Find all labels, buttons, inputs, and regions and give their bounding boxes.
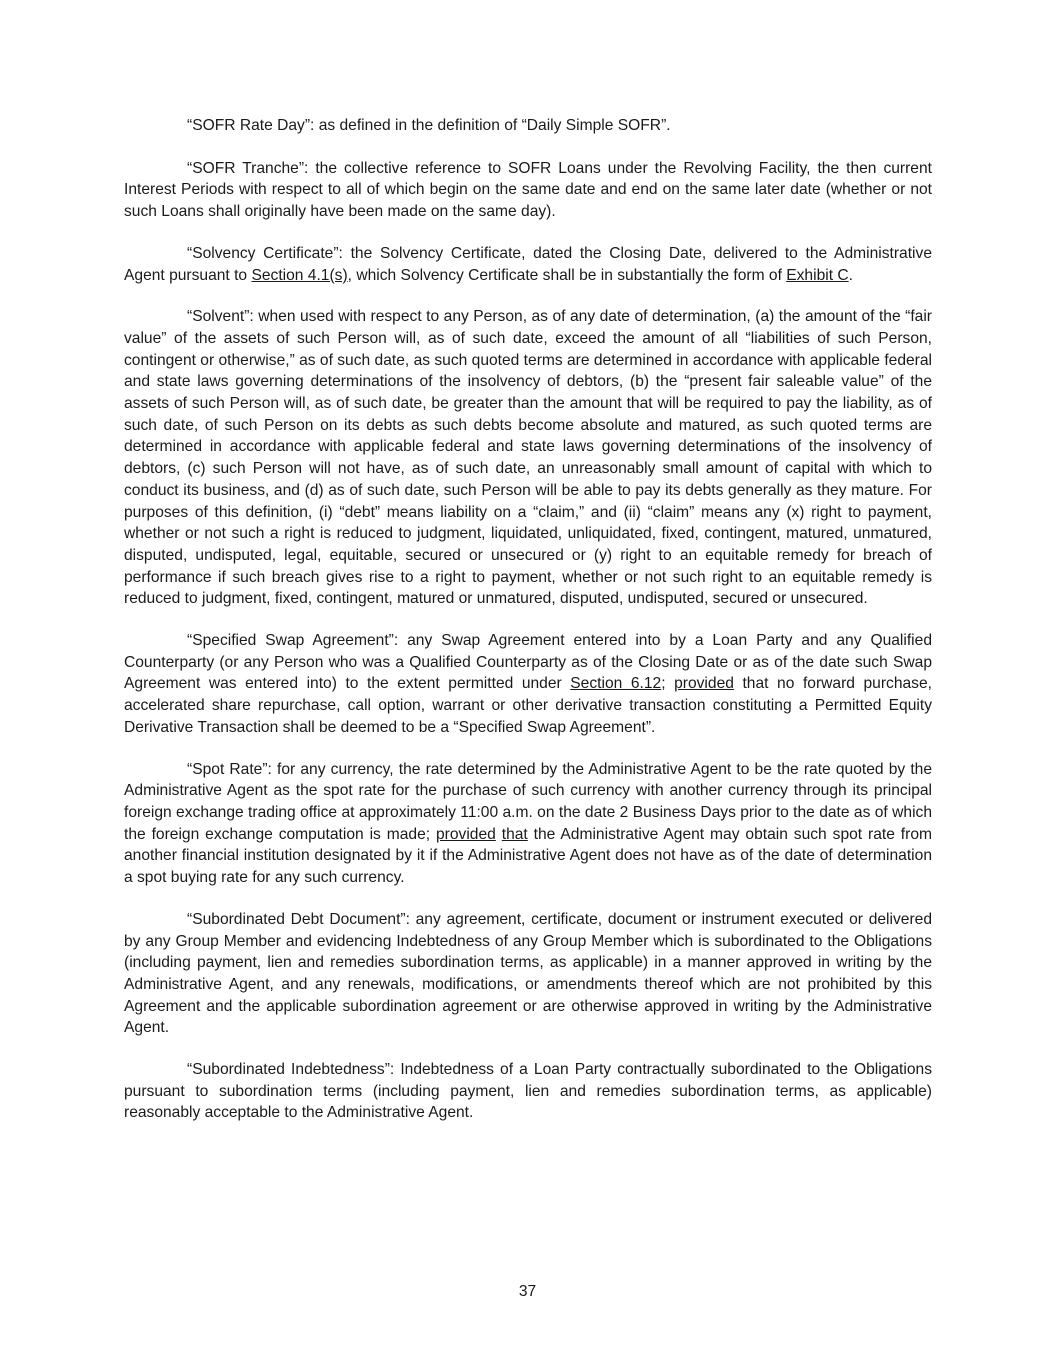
section-reference-link[interactable]: Section 4.1(s) xyxy=(251,266,348,284)
definition-text: . xyxy=(848,266,853,284)
definition-sofr-tranche: “SOFR Tranche”: the collective reference to SOFR Loans under the Revolving Facility, the then current Interest Periods with respect to all of which begin on the same date and end on the same later date (whether or not such Loans shall originally have been made on the same day). xyxy=(124,159,932,221)
exhibit-reference-link[interactable]: Exhibit C xyxy=(786,266,849,284)
definition-solvent: “Solvent”: when used with respect to any Person, as of any date of determination, (a) the amount of the “fair value” of the assets of such Person will, as of such date, exceed the amount of all “liabilities of such Person, contingent or otherwise,” as of such date, as such quoted terms are determined in accordance with applicable federal and state laws governing determinations of the insolvency of debtors, (b) the “present fair saleable value” of the assets of such Person will, as of such date, be greater than the amount that will be required to pay the liability, as of such date, of such Person on its debts as such debts become absolute and matured, as such quoted terms are determined in accordance with applicable federal and state laws governing determinations of the insolvency of debtors, (c) such Person will not have, as of such date, an unreasonably small amount of capital with which to conduct its business, and (d) as of such date, such Person will be able to pay its debts generally as they mature. For purposes of this definition, (i) “debt” means liability on a “claim,” and (ii) “claim” means any (x) right to payment, whether or not such a right is reduced to judgment, liquidated, unliquidated, fixed, contingent, matured, unmatured, disputed, undisputed, legal, equitable, secured or unsecured or (y) right to an equitable remedy for breach of performance if such breach gives rise to a right to payment, whether or not such right to an equitable remedy is reduced to judgment, fixed, contingent, matured or unmatured, disputed, undisputed, secured or unsecured. xyxy=(124,308,932,608)
definition-subordinated-debt-document: “Subordinated Debt Document”: any agreement, certificate, document or instrument executed or delivered by any Group Member and evidencing Indebtedness of any Group Member which is subordinated to the Obligations (including payment, lien and remedies subordination terms, as applicable) in a manner approved in writing by the Administrative Agent, and any renewals, modifications, or amendments thereof which are not prohibited by this Agreement and the applicable subordination agreement or are otherwise approved in writing by the Administrative Agent. xyxy=(124,910,932,1037)
page-number: 37 xyxy=(518,1283,537,1300)
provided-term: provided xyxy=(674,675,734,693)
provided-term: provided xyxy=(436,825,496,843)
document-page xyxy=(124,115,932,1144)
section-reference-link[interactable]: Section 6.12 xyxy=(570,675,662,693)
that-term: that xyxy=(501,825,528,843)
definition-text: ; xyxy=(661,675,675,693)
definition-text: , which Solvency Certificate shall be in substantially the form of xyxy=(347,266,787,284)
definition-spot-rate xyxy=(124,759,932,889)
definition-text: the Administrative Agent may obtain such spot rate from another financial institution designated by it if the Administrative Agent does not have as of the date of determination a spot buying rate for any such currency. xyxy=(124,825,932,887)
definition-text: “Specified Swap Agreement”: any Swap Agreement entered into by a Loan Party and any Qualified Counterparty (or any Person who was a Qualified Counterparty as of the Closing Date or as of the date such Swap Agreement was entered into) to the extent permitted under xyxy=(124,632,932,693)
definition-subordinated-indebtedness: “Subordinated Indebtedness”: Indebtedness of a Loan Party contractually subordinated to the Obligations pursuant to subordination terms (including payment, lien and remedies subordination terms, as applicable) reasonably acceptable to the Administrative Agent. xyxy=(124,1061,932,1122)
definition-sofr-rate-day: “SOFR Rate Day”: as defined in the definition of “Daily Simple SOFR”. xyxy=(187,117,671,134)
definition-text: “Spot Rate”: for any currency, the rate determined by the Administrative Agent to be the rate quoted by the Administrative Agent as the spot rate for the purchase of such currency with another currency through its principal foreign exchange trading office at approximately 11:00 a.m. on the date 2 Business Days prior to the date as of which the foreign exchange computation is made; xyxy=(124,760,932,843)
definition-solvency-certificate xyxy=(124,243,932,286)
definition-specified-swap-agreement xyxy=(124,630,932,739)
definition-text: that no forward purchase, accelerated share repurchase, call option, warrant or other derivative transaction constituting a Permitted Equity Derivative Transaction shall be deemed to be a “Specified Swap Agreement”. xyxy=(124,675,932,736)
definition-text: “Solvency Certificate”: the Solvency Certificate, dated the Closing Date, delivered to the Administrative Agent pursuant to xyxy=(124,244,932,284)
